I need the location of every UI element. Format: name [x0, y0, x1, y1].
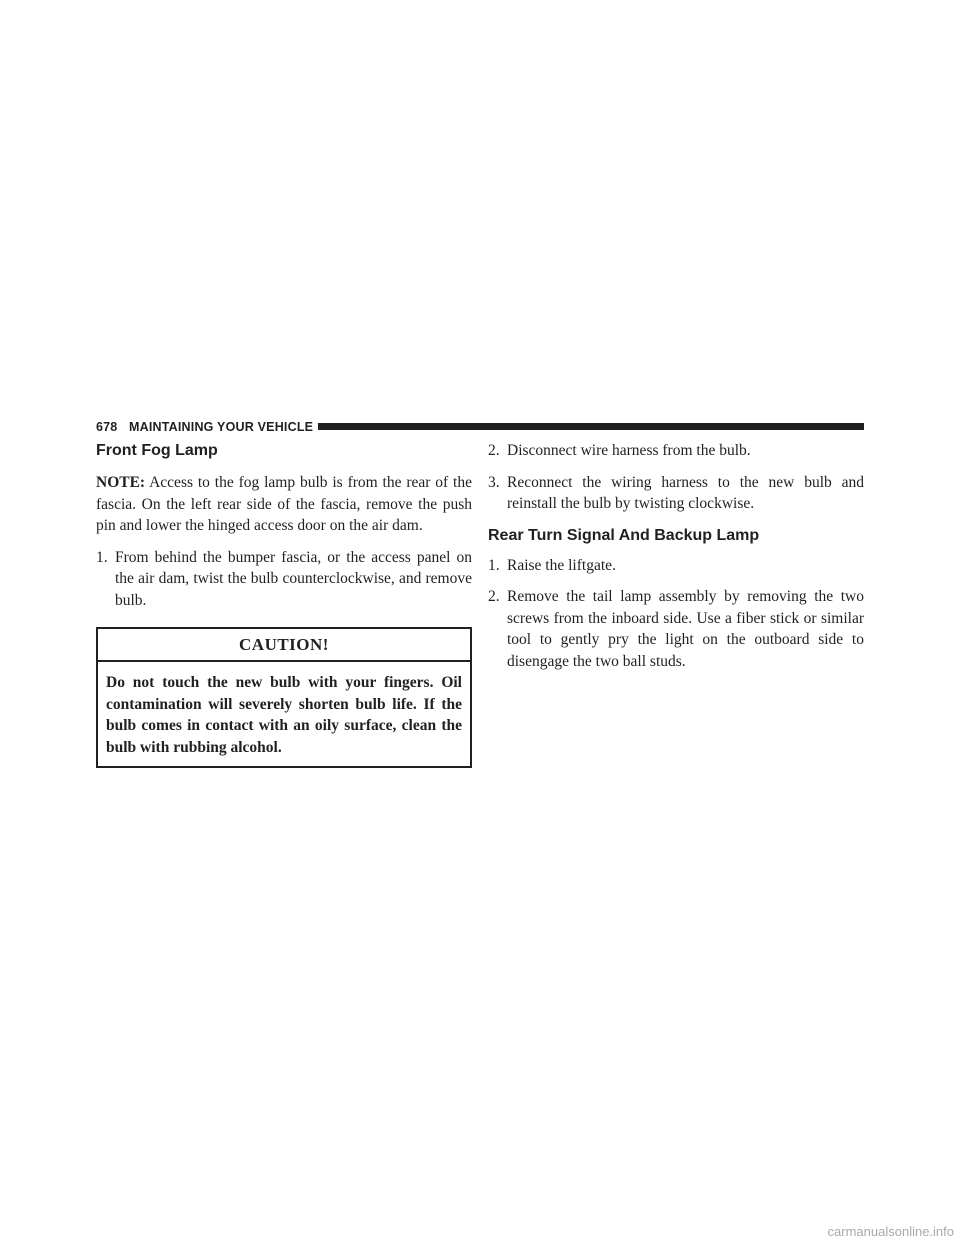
note-label: NOTE: — [96, 474, 146, 491]
left-column — [96, 440, 472, 768]
list-item — [488, 440, 864, 462]
step-text: Remove the tail lamp assembly by removing the two screws from the inboard side. Use a fiber stick or similar tool to gently pry the light on the outboard side to disengage the two ball studs. — [507, 588, 864, 670]
section-title: MAINTAINING YOUR VEHICLE — [129, 420, 314, 434]
step-text: Disconnect wire harness from the bulb. — [507, 442, 751, 459]
step-text: Reconnect the wiring harness to the new bulb and reinstall the bulb by twisting clockwise. — [507, 473, 864, 512]
caution-box — [96, 627, 472, 768]
page-header — [96, 419, 864, 435]
step-number: 1. — [96, 548, 108, 566]
step-number: 1. — [488, 556, 500, 574]
note-paragraph — [96, 472, 472, 537]
step-number: 2. — [488, 588, 500, 605]
step-text: From behind the bumper fascia, or the access panel on the air dam, twist the bulb counterclockwise, and remove bulb. — [115, 548, 472, 609]
step-number: 2. — [488, 442, 500, 459]
list-item — [488, 586, 864, 672]
caution-body: Do not touch the new bulb with your fingers. Oil contamination will severely shorten bulb life. If the bulb comes in contact with an oily surface, clean the bulb with rubbing alcohol. — [106, 674, 462, 756]
header-rule — [318, 423, 864, 430]
list-item — [488, 472, 864, 515]
note-text: Access to the fog lamp bulb is from the rear of the fascia. On the left rear side of the fascia, remove the push pin and lower the hinged access door on the air dam. — [96, 474, 472, 534]
watermark: carmanualsonline.info — [827, 1224, 954, 1239]
list-item — [488, 555, 864, 577]
list-item — [96, 547, 472, 612]
step-text: Raise the liftgate. — [507, 556, 616, 574]
front-fog-lamp-heading: Front Fog Lamp — [96, 442, 218, 459]
caution-title: CAUTION! — [98, 629, 470, 662]
step-number: 3. — [488, 473, 500, 491]
rear-turn-signal-heading: Rear Turn Signal And Backup Lamp — [488, 526, 760, 544]
right-column — [488, 440, 864, 682]
page-number: 678 — [96, 420, 118, 434]
